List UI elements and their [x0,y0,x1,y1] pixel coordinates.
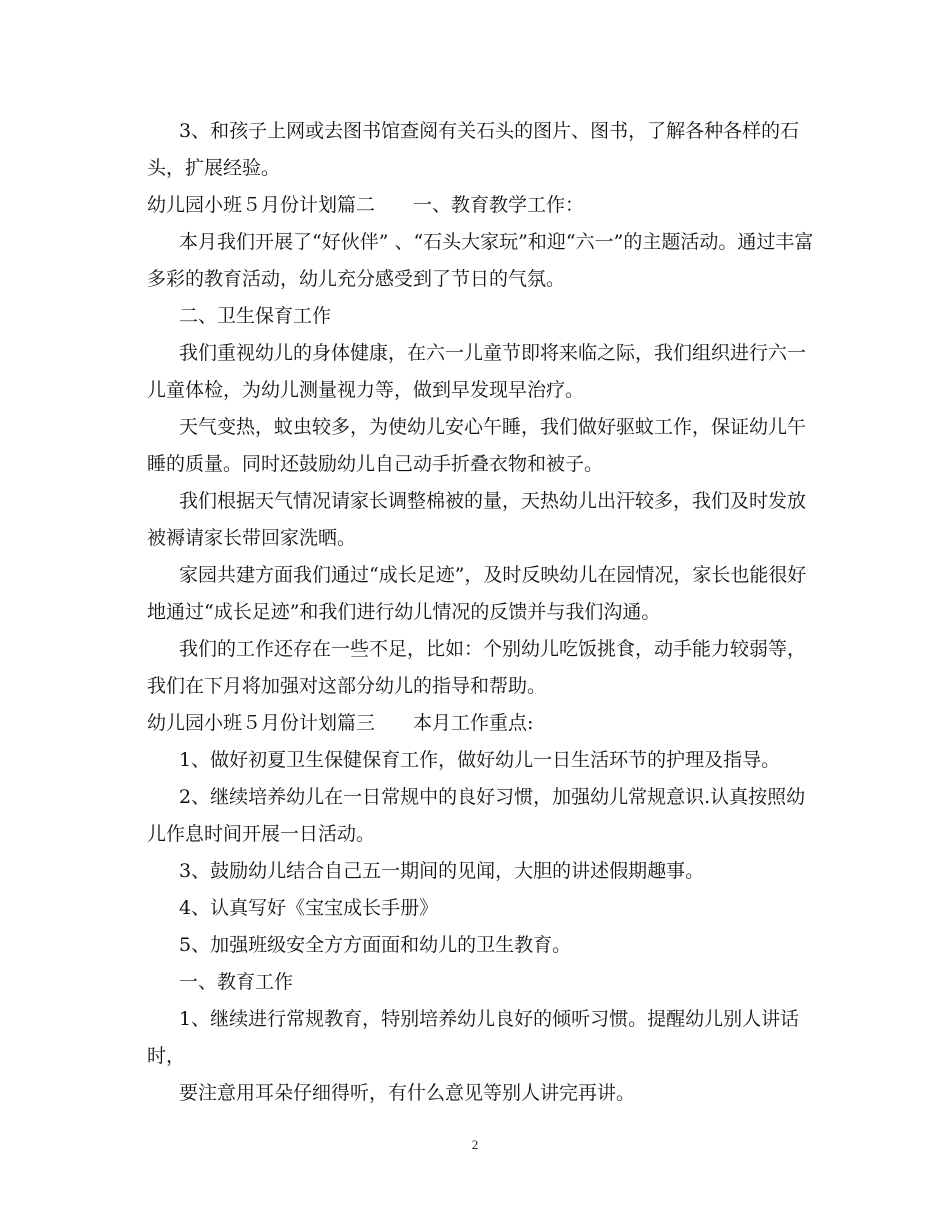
paragraph-line: 我们根据天气情况请家长调整棉被的量，天热幼儿出汗较多，我们及时发放 [179,490,807,512]
list-item: 2、继续培养幼儿在一日常规中的良好习惯，加强幼儿常规意识.认真按照幼 [179,786,806,808]
paragraph-line: 3、和孩子上网或去图书馆查阅有关石头的图片、图书，了解各种各样的石 [179,120,800,142]
paragraph-line: 地通过“成长足迹”和我们进行幼儿情况的反馈并与我们沟通。 [147,601,661,623]
list-item: 1、继续进行常规教育，特别培养幼儿良好的倾听习惯。提醒幼儿别人讲话 [179,1008,800,1030]
page-number: 2 [471,1137,479,1152]
paragraph-line: 本月我们开展了“好伙伴” 、“石头大家玩”和迎“六一”的主题活动。通过丰富 [179,231,814,253]
paragraph-line: 要注意用耳朵仔细得听，有什么意见等别人讲完再讲。 [179,1082,636,1104]
paragraph-line: 时， [147,1045,186,1067]
paragraph-line: 儿童体检，为幼儿测量视力等，做到早发现早治疗。 [147,379,585,401]
paragraph-line: 被褥请家长带回家洗晒。 [147,527,357,549]
paragraph-line: 我们的工作还存在一些不足，比如：个别幼儿吃饭挑食，动手能力较弱等， [179,638,807,660]
paragraph-line: 睡的质量。同时还鼓励幼儿自己动手折叠衣物和被子。 [147,453,604,475]
subheading: 二、卫生保育工作 [179,305,332,327]
section-heading: 幼儿园小班５月份计划篇三 本月工作重点: [147,712,534,734]
paragraph-line: 多彩的教育活动，幼儿充分感受到了节日的气氛。 [147,268,566,290]
paragraph-line: 家园共建方面我们通过“成长足迹”，及时反映幼儿在园情况，家长也能很好 [179,564,807,586]
paragraph-line: 天气变热，蚊虫较多，为使幼儿安心午睡，我们做好驱蚊工作，保证幼儿午 [179,416,807,438]
list-item: 3、鼓励幼儿结合自己五一期间的见闻，大胆的讲述假期趣事。 [179,860,705,882]
list-item: 1、做好初夏卫生保健保育工作，做好幼儿一日生活环节的护理及指导。 [179,749,781,771]
paragraph-line: 我们重视幼儿的身体健康，在六一儿童节即将来临之际，我们组织进行六一 [179,342,807,364]
paragraph-line: 儿作息时间开展一日活动。 [147,823,376,845]
list-item: 5、加强班级安全方方面面和幼儿的卫生教育。 [179,934,572,956]
list-item: 4、认真写好《宝宝成长手册》 [179,897,439,919]
paragraph-line: 头，扩展经验。 [147,157,281,179]
paragraph-line: 我们在下月将加强对这部分幼儿的指导和帮助。 [147,675,547,697]
section-heading: 幼儿园小班５月份计划篇二 一、教育教学工作： [147,194,585,216]
subheading: 一、教育工作 [179,971,294,993]
